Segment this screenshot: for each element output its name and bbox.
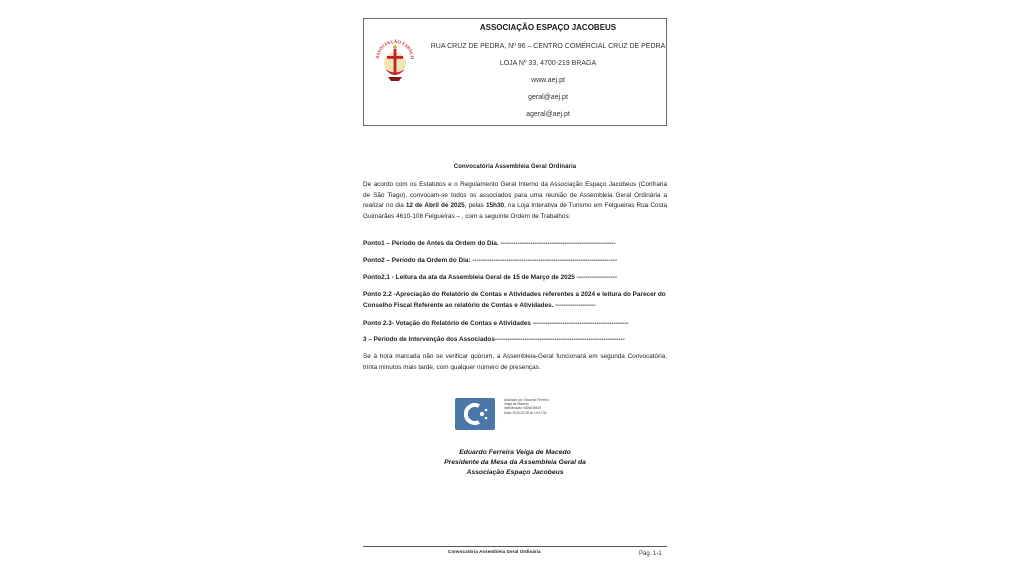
agenda-item: Ponto2.1 - Leitura da ata da Assembleia Geral de 15 de Março de 2025 ------------------- [363, 274, 618, 281]
signer-block [363, 448, 667, 478]
signature-line: Identificação: BI06649449 [504, 406, 541, 411]
agenda-item: 3 – Período de Intervenção dos Associados------------------------------------------------------------- [363, 336, 625, 343]
intro-paragraph [363, 180, 667, 222]
agenda-item: Ponto 2.3- Votação do Relatório de Contas e Atividades --------------------------------------------- [363, 320, 629, 327]
footer-title: Convocatória Assembleia Geral Ordinária [448, 549, 541, 554]
agenda-item: Ponto2 – Período da Ordem do Dia: -------------------------------------------------------------------- [363, 257, 618, 264]
signer-role-line-1: Presidente da Mesa da Assembleia Geral da [444, 459, 586, 466]
document-title: Convocatória Assembleia Geral Ordinária [453, 164, 577, 170]
signature-line: Veiga de Macedo [504, 402, 529, 407]
signer-name: Eduardo Ferreira Veiga de Macedo [459, 449, 571, 456]
agenda-item: Ponto 2.2 -Apreciação do Relatório de Contas e Atividades referentes a 2024 e leitura do Parecer do Conselho Fiscal Referente ao relatório de Contas e Atividades. ------------------- [363, 291, 666, 309]
intro-text-3: , na Loja Interativa de Turismo em Felgueiras Rua Costa Guimarães 4610-108 Felgueiras – , com a seguinte Ordem de Trabalhos: [363, 202, 668, 220]
signer-role-line-2: Associação Espaço Jacobeus [466, 469, 564, 476]
letterhead-box [363, 18, 667, 126]
email-link-ageral[interactable]: ageral@aej.pt [526, 111, 570, 118]
address-line-1: RUA CRUZ DE PEDRA, Nº 96 – CENTRO COMERCIAL CRUZ DE PEDRA [430, 43, 666, 50]
intro-text-2: , pelas [464, 202, 486, 210]
website-link[interactable]: www.aej.pt [531, 77, 565, 84]
intro-text-1: De acordo com os Estatutos e o Regulamento Geral Interno da Associação Espaço Jacobeus (Confraria de São Tiago), convocam-se todos os associados para uma reunião de Assembleia Geral Ordinária a realizar no dia [363, 181, 667, 210]
agenda-item: Ponto1 – Período de Antes da Ordem do Dia. ------------------------------------------------------ [363, 240, 616, 247]
page-number: Pág. 1-1 [639, 551, 662, 557]
email-link-geral[interactable]: geral@aej.pt [528, 94, 568, 101]
digital-signature [455, 398, 575, 434]
association-name: ASSOCIAÇÃO ESPAÇO JACOBEUS [479, 23, 617, 32]
closing-paragraph: Se à hora marcada não se verificar quórum, a Assembleia-Geral funcionará em segunda Convocatória, trinta minutos mais tarde, com qualquer número de presenças. [363, 353, 667, 371]
meeting-date: 12 de Abril de 2025 [405, 202, 465, 210]
footer-divider [363, 546, 667, 547]
association-logo [372, 29, 418, 91]
signature-seal-icon [455, 398, 495, 430]
signature-line: Data: 2025-03-28 às 14:27:35 [504, 410, 547, 415]
logo-text: ASSOCIAÇÃO ESPAÇO [374, 38, 416, 60]
address-line-2: LOJA Nº 33, 4700-219 BRAGA [499, 60, 597, 67]
signature-line: Assinado por: Eduardo Ferreira [504, 398, 549, 402]
meeting-time: 15h30 [485, 202, 505, 210]
